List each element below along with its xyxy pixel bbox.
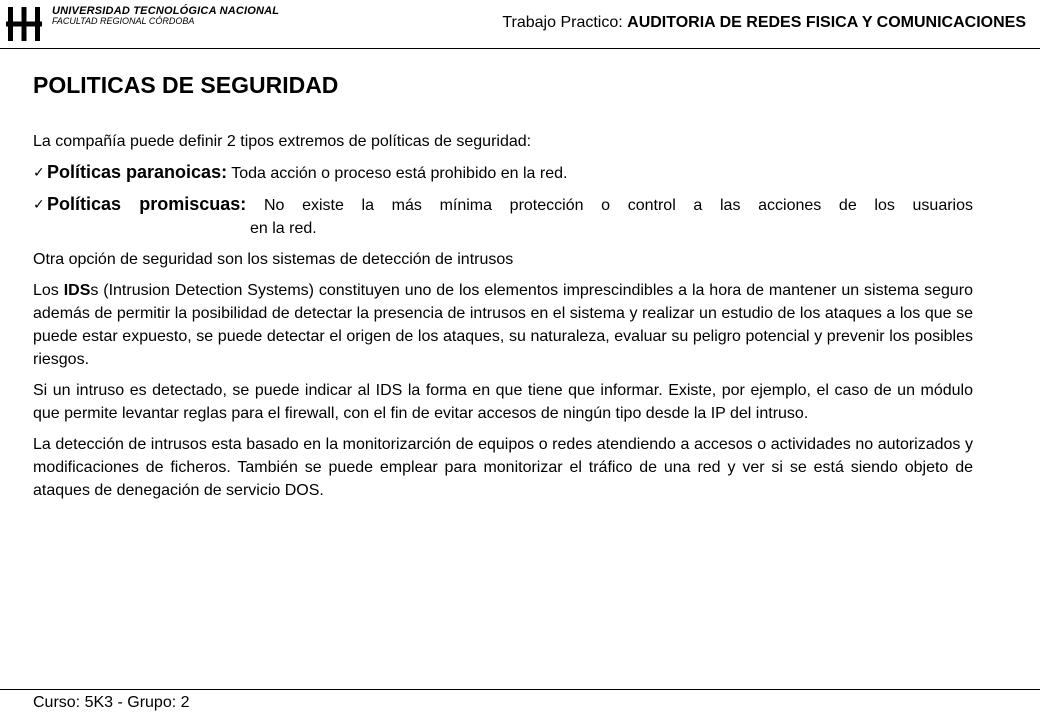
bullet-text: Toda acción o proceso está prohibido en la red. — [231, 165, 568, 182]
university-name: UNIVERSIDAD TECNOLÓGICA NACIONAL — [52, 5, 280, 17]
bullet-body — [47, 193, 973, 240]
bullet-text: No existe la más mínima protección o control a las acciones de los usuarios — [263, 197, 973, 214]
checkmark-icon: ✓ — [33, 196, 45, 212]
paragraph-monitoring: La detección de intrusos esta basado en la monitorizarción de equipos o redes atendiendo a accesos o actividades no autorizados y modificaciones de ficheros. También se puede emplear para monitorizar el tráfico de una red y ver si se está siendo objeto de ataques de denegación de servicio DOS. — [33, 436, 973, 499]
utn-logo — [4, 4, 44, 44]
bullet-term: Políticas promiscuas: — [47, 194, 247, 214]
tp-title: AUDITORIA DE REDES FISICA Y COMUNICACIONES — [627, 14, 1026, 31]
ids-acronym: IDS — [63, 282, 91, 299]
paragraph-option: Otra opción de seguridad son los sistemas de detección de intrusos — [33, 251, 514, 268]
bullet-term: Políticas paranoicas: — [47, 162, 228, 182]
bullet-body — [47, 161, 973, 185]
footer-divider — [0, 689, 1040, 690]
bullet-paranoid-policy — [33, 161, 973, 185]
utn-logo-icon — [4, 4, 44, 44]
ids-post: s (Intrusion Detection Systems) constituyen uno de los elementos imprescindibles a la hora de mantener un sistema seguro además de permitir la posibilidad de detectar la presencia de intrusos en el sistema y realizar un estudio de los ataques a los que se puede estar expuesto, se puede detectar el origen de los ataques, su naturaleza, evaluar su peligro potencial y prevenir los posibles riesgos. — [33, 282, 973, 368]
header-divider — [0, 48, 1040, 49]
faculty-name: FACULTAD REGIONAL CÓRDOBA — [52, 16, 195, 27]
page-title: POLITICAS DE SEGURIDAD — [33, 72, 339, 98]
bullet-promiscuous-policy — [33, 193, 973, 240]
bullet-text-continued: en la red. — [250, 220, 317, 237]
paragraph-ids — [33, 279, 973, 371]
intro-paragraph: La compañía puede definir 2 tipos extremos de políticas de seguridad: — [33, 133, 532, 150]
ids-pre: Los — [33, 282, 59, 299]
paragraph-detection: Si un intruso es detectado, se puede indicar al IDS la forma en que tiene que informar. Existe, por ejemplo, el caso de un módulo que permite levantar reglas para el firewall, con el fin de evitar accesos de ningún tipo desde la IP del intruso. — [33, 382, 973, 422]
checkmark-icon: ✓ — [33, 164, 45, 180]
bullet-first-line — [47, 193, 973, 217]
practical-work-heading — [502, 14, 1026, 32]
tp-prefix: Trabajo Practico: — [502, 14, 623, 31]
document-body — [33, 130, 973, 510]
university-block — [52, 5, 279, 27]
course-group-label: Curso: 5K3 - Grupo: 2 — [33, 694, 190, 711]
